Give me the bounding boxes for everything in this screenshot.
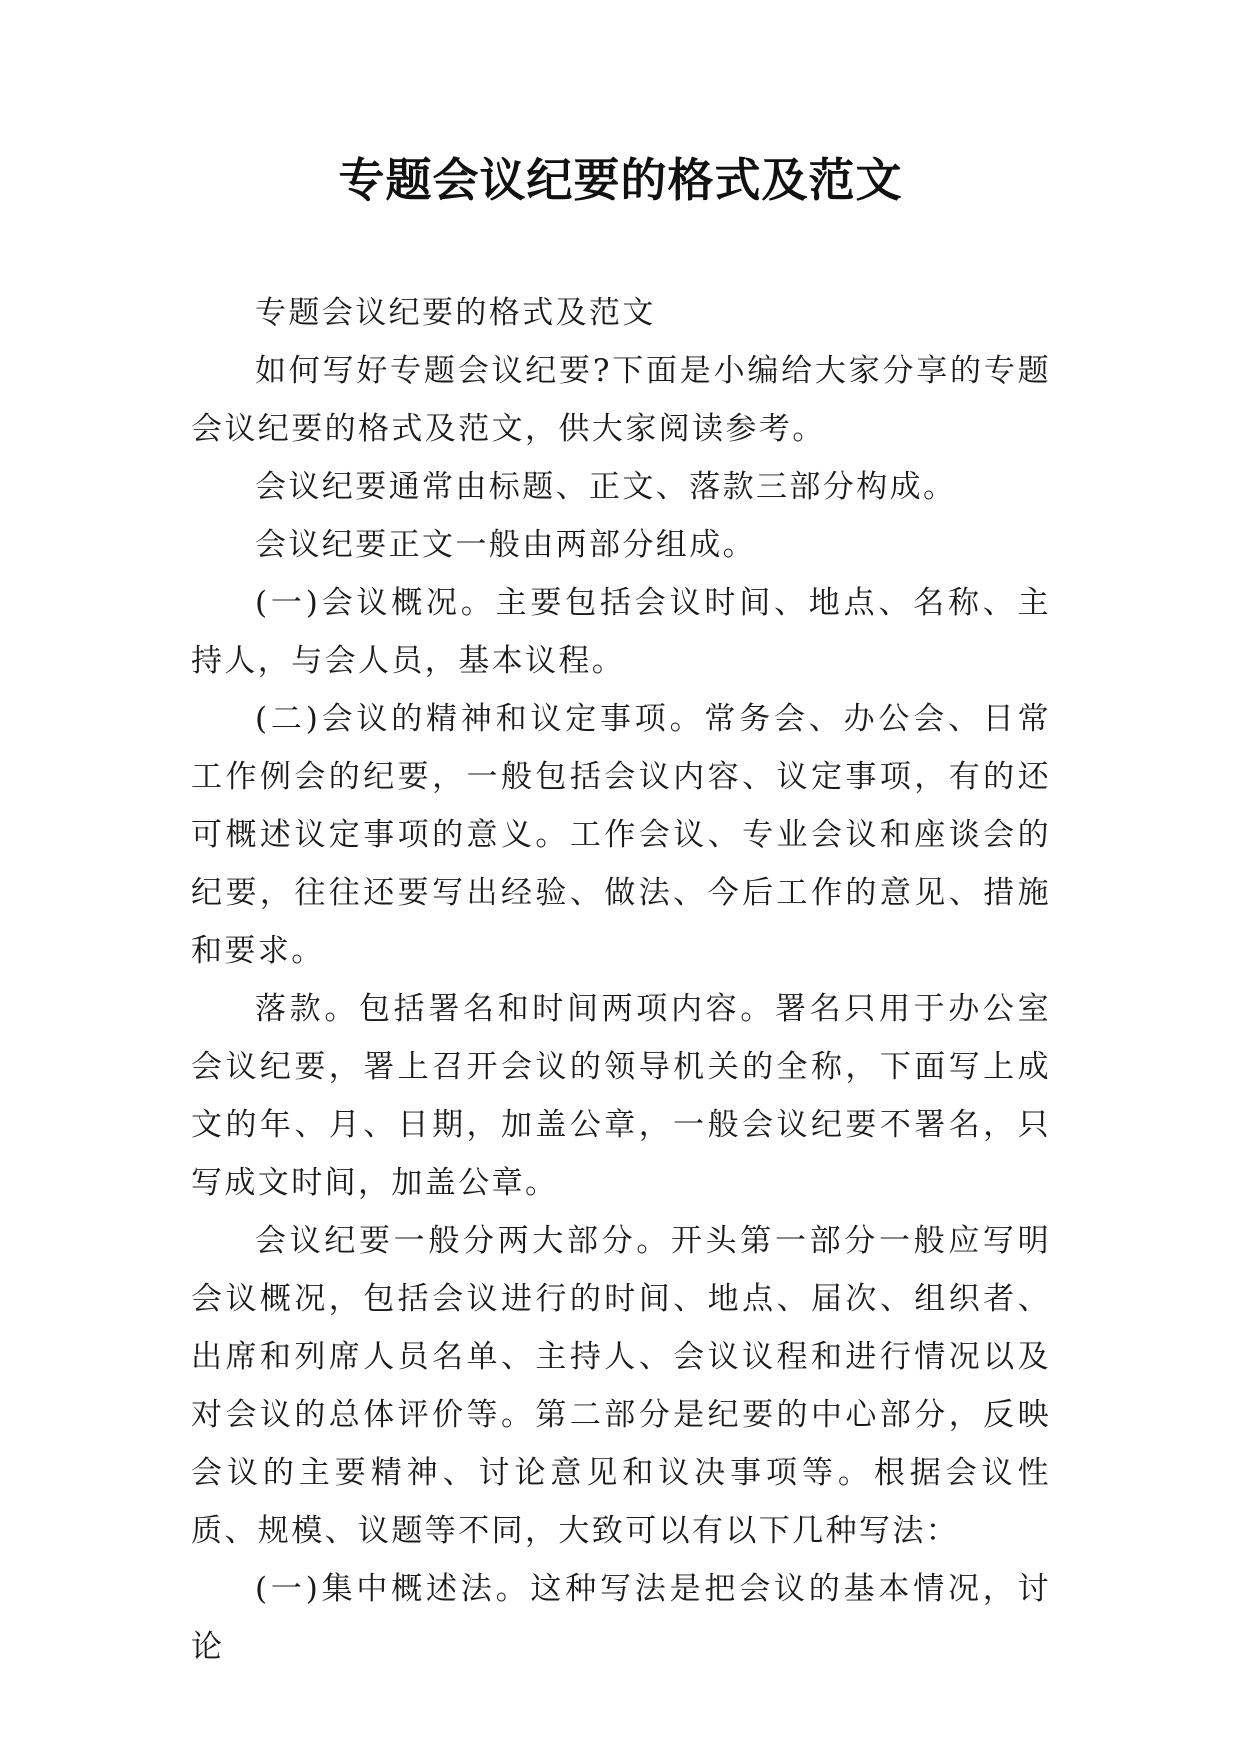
document-body (191, 284, 1051, 1676)
paragraph-two-parts: 会议纪要一般分两大部分。开头第一部分一般应写明会议概况，包括会议进行的时间、地点、届次、组织者、出席和列席人员名单、主持人、会议议程和进行情况以及对会议的总体评价等。第二部分是纪要的中心部分，反映会议的主要精神、讨论意见和议决事项等。根据会议性质、规模、议题等不同，大致可以有以下几种写法： (191, 1223, 1051, 1549)
paragraph-intro: 如何写好专题会议纪要?下面是小编给大家分享的专题会议纪要的格式及范文，供大家阅读参考。 (191, 353, 1051, 447)
paragraph-subtitle: 专题会议纪要的格式及范文 (255, 295, 656, 331)
paragraph-spirit-items: (二)会议的精神和议定事项。常务会、办公会、日常工作例会的纪要，一般包括会议内容、议定事项，有的还可概述议定事项的意义。工作会议、专业会议和座谈会的纪要，往往还要写出经验、做法、今后工作的意见、措施和要求。 (191, 701, 1051, 969)
document-title: 专题会议纪要的格式及范文 (338, 153, 903, 207)
paragraph-signature: 落款。包括署名和时间两项内容。署名只用于办公室会议纪要，署上召开会议的领导机关的全称，下面写上成文的年、月、日期，加盖公章，一般会议纪要不署名，只写成文时间，加盖公章。 (191, 991, 1051, 1201)
paragraph-overview: (一)会议概况。主要包括会议时间、地点、名称、主持人，与会人员，基本议程。 (191, 585, 1051, 679)
paragraph-method-one: (一)集中概述法。这种写法是把会议的基本情况，讨论 (191, 1571, 1051, 1665)
paragraph-structure: 会议纪要通常由标题、正文、落款三部分构成。 (255, 469, 957, 505)
paragraph-body-parts: 会议纪要正文一般由两部分组成。 (255, 527, 756, 563)
